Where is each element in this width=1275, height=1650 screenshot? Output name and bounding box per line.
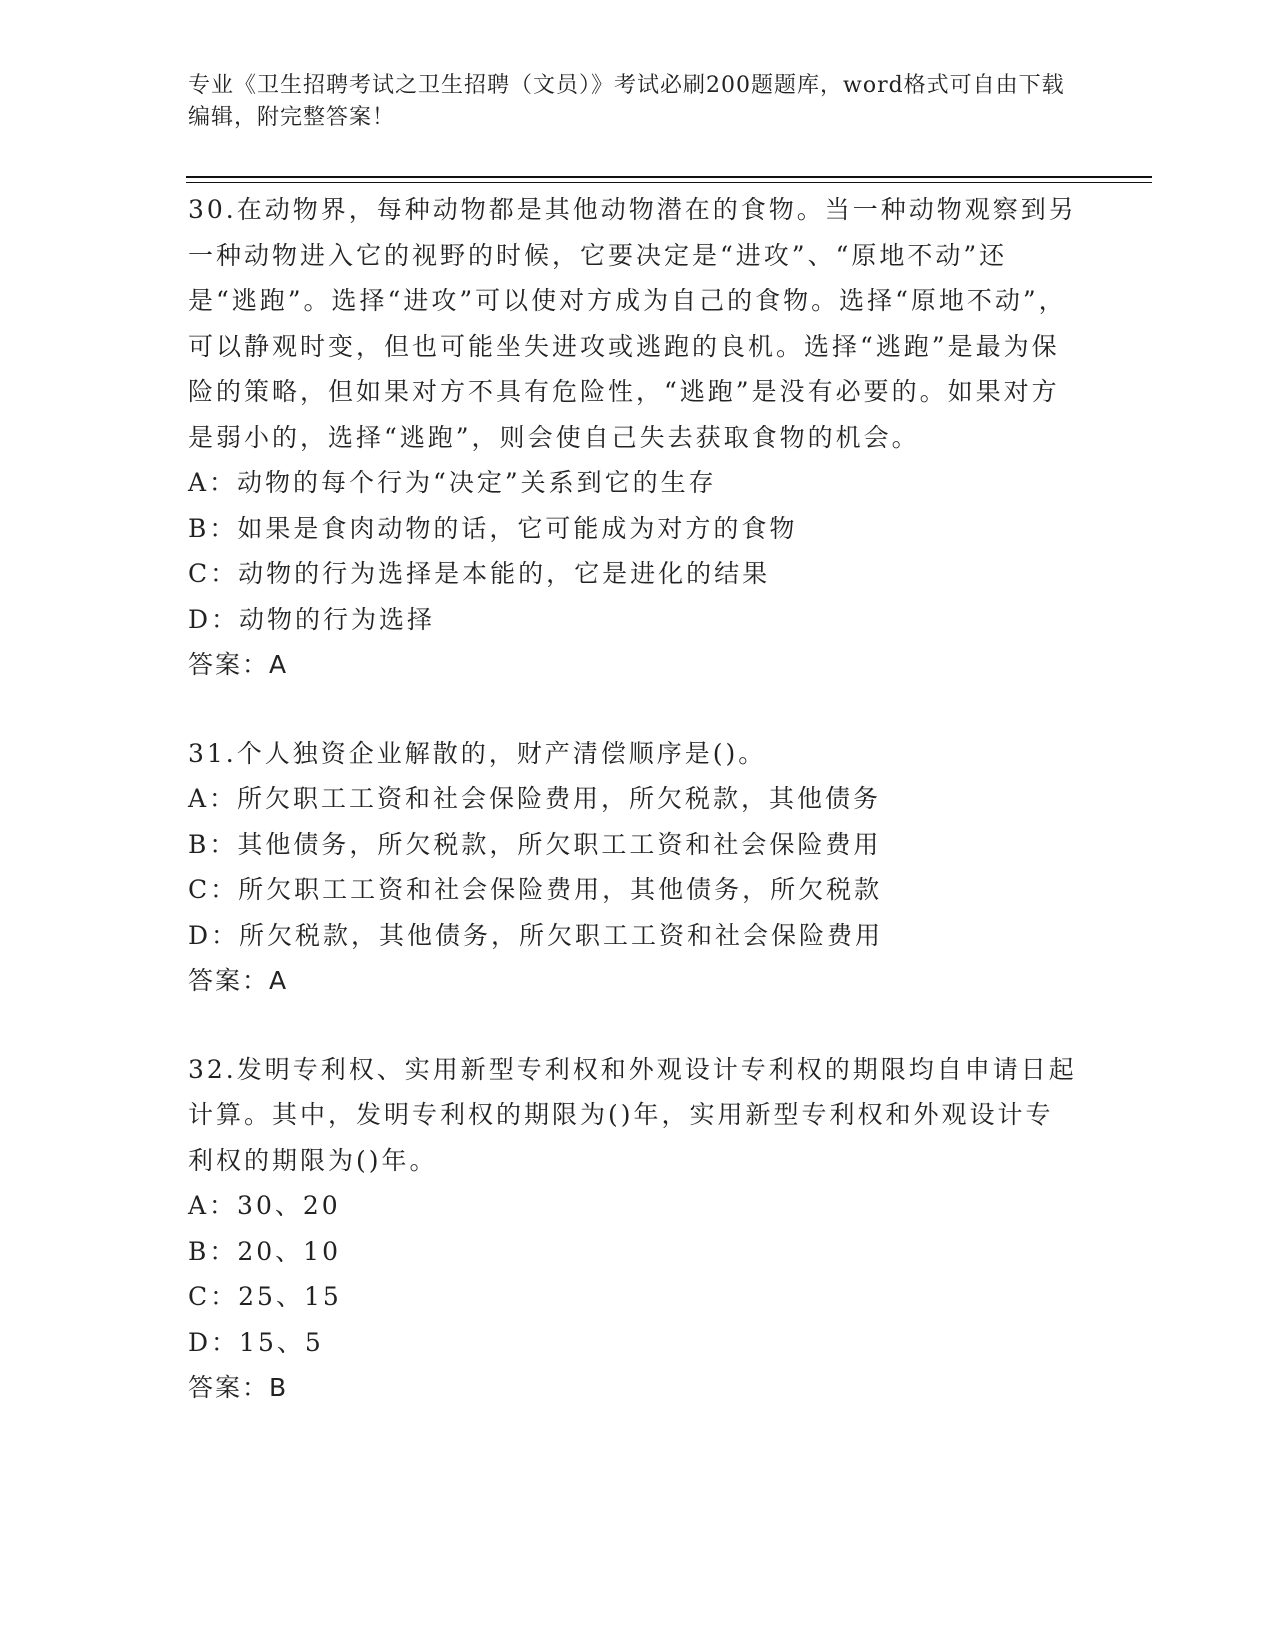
answer-line: 答案：A xyxy=(188,966,289,995)
option-d: D：15、5 xyxy=(188,1327,324,1357)
option-c: C：动物的行为选择是本能的，它是进化的结果 xyxy=(188,559,771,588)
header-divider-thin xyxy=(186,182,1152,183)
answer-line: 答案：B xyxy=(188,1373,289,1402)
question-31 xyxy=(188,731,1078,1004)
option-c: C：所欠职工工资和社会保险费用，其他债务，所欠税款 xyxy=(188,875,883,904)
option-b: B：其他债务，所欠税款，所欠职工工资和社会保险费用 xyxy=(188,829,882,859)
question-32 xyxy=(188,1047,1078,1411)
question-30 xyxy=(188,187,1078,688)
option-a: A：所欠职工工资和社会保险费用，所欠税款，其他债务 xyxy=(188,784,882,813)
document-header xyxy=(188,70,1068,134)
answer-line: 答案：A xyxy=(188,650,289,679)
option-b: B：20、10 xyxy=(188,1236,341,1266)
option-d: D：动物的行为选择 xyxy=(188,604,436,634)
question-list xyxy=(188,187,1078,1454)
option-a: A：动物的每个行为“决定”关系到它的生存 xyxy=(188,468,717,497)
option-b: B：如果是食肉动物的话，它可能成为对方的食物 xyxy=(188,513,798,543)
header-title: 专业《卫生招聘考试之卫生招聘（文员）》考试必刷200题题库，word格式可自由下载编辑，附完整答案！ xyxy=(188,73,1065,130)
option-c: C：25、15 xyxy=(188,1282,342,1311)
option-d: D：所欠税款，其他债务，所欠职工工资和社会保险费用 xyxy=(188,920,884,950)
question-stem: 30.在动物界，每种动物都是其他动物潜在的食物。当一种动物观察到另一种动物进入它的视野的时候，它要决定是“进攻”、“原地不动”还是“逃跑”。选择“进攻”可以使对方成为自己的食物。选择“原地不动”，可以静观时变，但也可能坐失进攻或逃跑的良机。选择“逃跑”是最为保险的策略，但如果对方不具有危险性，“逃跑”是没有必要的。如果对方是弱小的，选择“逃跑”，则会使自己失去获取食物的机会。 xyxy=(188,195,1077,452)
option-a: A：30、20 xyxy=(188,1191,341,1220)
question-stem: 31.个人独资企业解散的，财产清偿顺序是()。 xyxy=(188,738,767,768)
question-stem: 32.发明专利权、实用新型专利权和外观设计专利权的期限均自申请日起计算。其中，发明专利权的期限为()年，实用新型专利权和外观设计专利权的期限为()年。 xyxy=(188,1054,1077,1175)
header-divider-thick xyxy=(186,176,1152,178)
